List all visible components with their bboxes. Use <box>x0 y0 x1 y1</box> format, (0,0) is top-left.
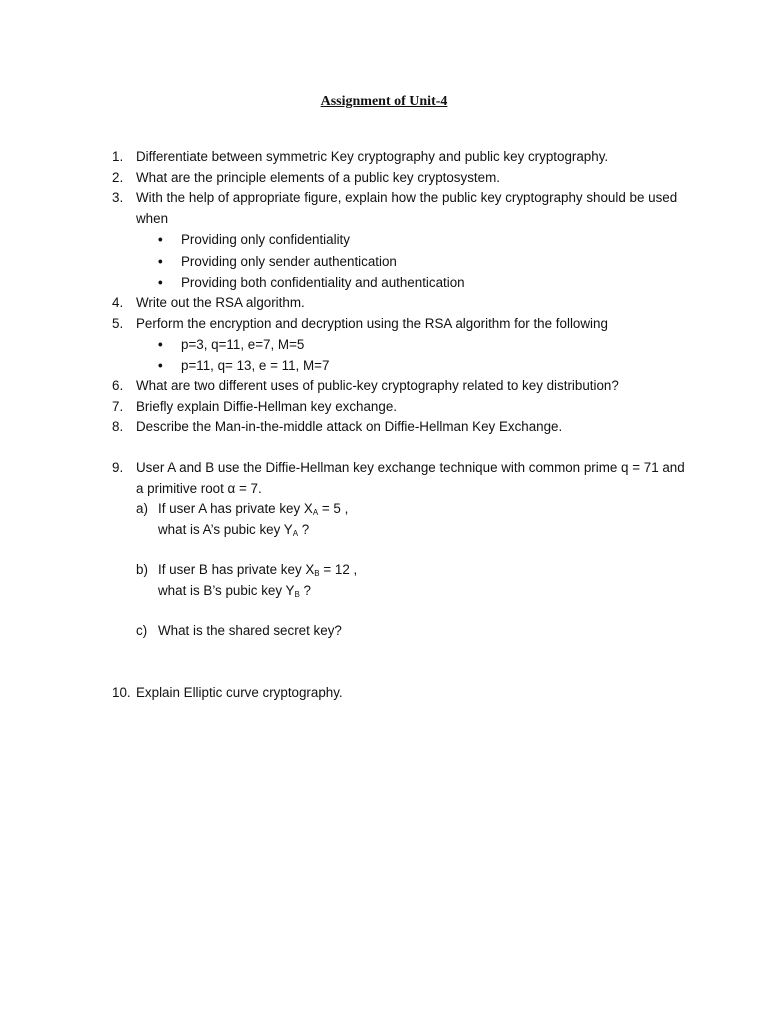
question-item <box>112 188 692 229</box>
sub-question-a <box>136 499 348 540</box>
sub-question-text: what is B’s pubic key $Y_B$ ? <box>158 582 311 599</box>
question-number: 5. <box>112 316 124 331</box>
question-text: Perform the encryption and decryption using the RSA algorithm for the following <box>136 316 608 331</box>
sub-question-c <box>136 621 342 642</box>
sub-question-text: If user B has private key $X_B = 12$ , <box>158 562 358 578</box>
question-item <box>112 376 692 397</box>
question-number: 4. <box>112 295 124 310</box>
question-number: 10. <box>112 685 131 700</box>
bullet-text: Providing only sender authentication <box>181 254 397 269</box>
sub-question-b <box>136 560 357 601</box>
question-item <box>112 147 692 168</box>
question-text: Differentiate between symmetric Key cryptography and public key cryptography. <box>136 149 609 164</box>
bullet-text: p=3, q=11, e=7, M=5 <box>181 337 305 352</box>
question-number: 6. <box>112 378 124 393</box>
question-text: Briefly explain Diffie-Hellman key exchange. <box>136 399 397 414</box>
sub-question-label: c) <box>136 623 148 638</box>
question-item <box>112 314 692 335</box>
bullet-item <box>158 335 304 356</box>
bullet-dot: • <box>158 232 163 247</box>
sub-question-text: If user A has private key $X_A = 5$ , <box>158 501 349 517</box>
bullet-dot: • <box>158 358 163 373</box>
bullet-dot: • <box>158 254 163 269</box>
question-text: Describe the Man-in-the-middle attack on Diffie-Hellman Key Exchange. <box>136 419 563 434</box>
question-item <box>112 458 692 499</box>
bullet-text: Providing only confidentiality <box>181 232 350 247</box>
question-text: What are two different uses of public-key cryptography related to key distribution? <box>136 378 619 393</box>
question-number: 3. <box>112 190 124 205</box>
sub-question-label: b) <box>136 562 148 577</box>
question-item <box>112 397 692 418</box>
question-number: 2. <box>112 170 124 185</box>
question-text: What are the principle elements of a public key cryptosystem. <box>136 170 500 185</box>
question-item <box>112 293 692 314</box>
question-number: 7. <box>112 399 124 414</box>
bullet-item <box>158 273 465 294</box>
question-text: With the help of appropriate figure, explain how the public key cryptography should be used when <box>136 190 678 226</box>
page-title: Assignment of Unit-4 <box>320 94 448 109</box>
sub-question-label: a) <box>136 501 148 516</box>
sub-question-text: What is the shared secret key? <box>158 623 342 638</box>
question-number: 9. <box>112 460 124 475</box>
question-item <box>112 417 692 438</box>
question-text: User A and B use the Diffie-Hellman key exchange technique with common prime q = 71 and a primitive root α = 7. <box>136 460 685 496</box>
bullet-item <box>158 230 350 251</box>
question-number: 1. <box>112 149 124 164</box>
question-number: 8. <box>112 419 124 434</box>
question-item <box>112 683 692 704</box>
sub-question-text: what is A’s pubic key $Y_A$ ? <box>158 521 310 538</box>
question-item <box>112 168 692 189</box>
bullet-item <box>158 252 397 273</box>
question-text: Explain Elliptic curve cryptography. <box>136 685 343 700</box>
question-text: Write out the RSA algorithm. <box>136 295 305 310</box>
bullet-dot: • <box>158 337 163 352</box>
bullet-text: p=11, q= 13, e = 11, M=7 <box>181 358 330 373</box>
bullet-dot: • <box>158 275 163 290</box>
bullet-text: Providing both confidentiality and authentication <box>181 275 465 290</box>
bullet-item <box>158 356 329 377</box>
